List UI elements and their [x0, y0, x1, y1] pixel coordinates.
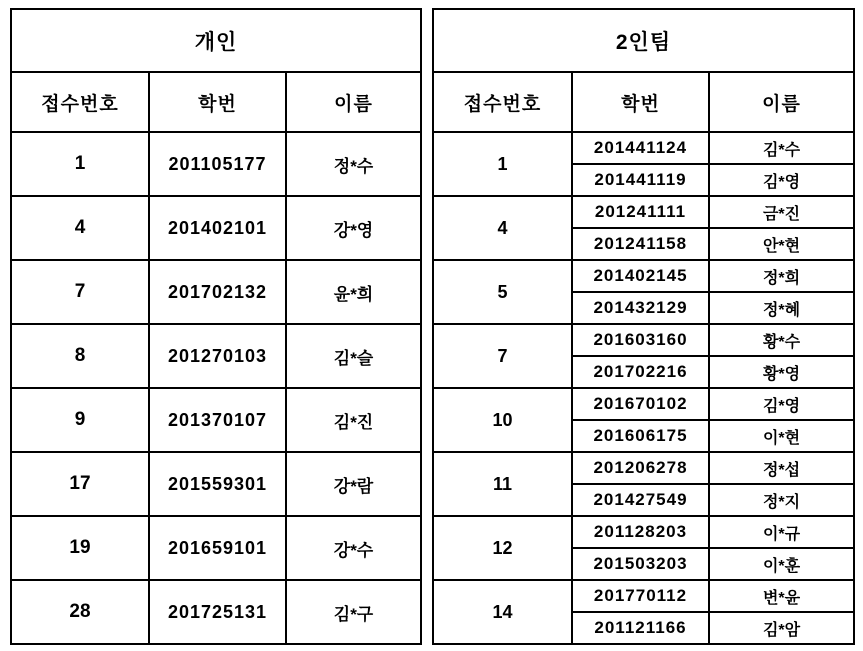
name-cell: 김*수	[709, 132, 854, 164]
receipt-number-cell: 1	[433, 132, 572, 196]
name-cell: 이*규	[709, 516, 854, 548]
student-id-cell: 201105177	[149, 132, 286, 196]
table-row	[11, 452, 421, 516]
title-row	[433, 9, 854, 72]
student-id-cell: 201606175	[572, 420, 709, 452]
name-cell: 정*섭	[709, 452, 854, 484]
name-cell: 김*영	[709, 388, 854, 420]
individual-table-title: 개인	[11, 9, 421, 72]
team-table-title: 2인팀	[433, 9, 854, 72]
name-cell: 이*현	[709, 420, 854, 452]
student-id-cell: 201241158	[572, 228, 709, 260]
header-row	[11, 72, 421, 132]
receipt-number-cell: 9	[11, 388, 149, 452]
column-header-student-id: 학번	[149, 72, 286, 132]
receipt-number-cell: 28	[11, 580, 149, 644]
name-cell: 정*지	[709, 484, 854, 516]
receipt-number-cell: 11	[433, 452, 572, 516]
student-id-cell: 201121166	[572, 612, 709, 644]
column-header-receipt-number: 접수번호	[433, 72, 572, 132]
name-cell: 김*암	[709, 612, 854, 644]
name-cell: 윤*희	[286, 260, 421, 324]
receipt-number-cell: 19	[11, 516, 149, 580]
table-row	[11, 196, 421, 260]
student-id-cell: 201427549	[572, 484, 709, 516]
student-id-cell: 201559301	[149, 452, 286, 516]
student-id-cell: 201702132	[149, 260, 286, 324]
student-id-cell: 201725131	[149, 580, 286, 644]
column-header-name: 이름	[709, 72, 854, 132]
table-row	[11, 388, 421, 452]
student-id-cell: 201128203	[572, 516, 709, 548]
name-cell: 김*영	[709, 164, 854, 196]
team-row	[433, 580, 854, 612]
team-row	[433, 132, 854, 164]
student-id-cell: 201441119	[572, 164, 709, 196]
student-id-cell: 201659101	[149, 516, 286, 580]
name-cell: 강*람	[286, 452, 421, 516]
student-id-cell: 201441124	[572, 132, 709, 164]
header-row	[433, 72, 854, 132]
student-id-cell: 201270103	[149, 324, 286, 388]
team-row	[433, 260, 854, 292]
table-row	[11, 132, 421, 196]
name-cell: 안*현	[709, 228, 854, 260]
student-id-cell: 201770112	[572, 580, 709, 612]
name-cell: 이*훈	[709, 548, 854, 580]
team-row	[433, 196, 854, 228]
name-cell: 김*진	[286, 388, 421, 452]
name-cell: 정*수	[286, 132, 421, 196]
name-cell: 김*구	[286, 580, 421, 644]
name-cell: 금*진	[709, 196, 854, 228]
receipt-number-cell: 7	[11, 260, 149, 324]
title-row	[11, 9, 421, 72]
receipt-number-cell: 14	[433, 580, 572, 644]
receipt-number-cell: 1	[11, 132, 149, 196]
student-id-cell: 201670102	[572, 388, 709, 420]
student-id-cell: 201432129	[572, 292, 709, 324]
student-id-cell: 201503203	[572, 548, 709, 580]
table-row	[11, 260, 421, 324]
table-row	[11, 516, 421, 580]
receipt-number-cell: 5	[433, 260, 572, 324]
student-id-cell: 201370107	[149, 388, 286, 452]
student-id-cell: 201241111	[572, 196, 709, 228]
team-table	[432, 8, 855, 645]
team-row	[433, 388, 854, 420]
student-id-cell: 201206278	[572, 452, 709, 484]
receipt-number-cell: 17	[11, 452, 149, 516]
team-row	[433, 516, 854, 548]
receipt-number-cell: 12	[433, 516, 572, 580]
table-row	[11, 580, 421, 644]
name-cell: 황*수	[709, 324, 854, 356]
name-cell: 강*영	[286, 196, 421, 260]
name-cell: 김*슬	[286, 324, 421, 388]
name-cell: 변*윤	[709, 580, 854, 612]
receipt-number-cell: 4	[433, 196, 572, 260]
receipt-number-cell: 10	[433, 388, 572, 452]
team-row	[433, 452, 854, 484]
receipt-number-cell: 7	[433, 324, 572, 388]
name-cell: 황*영	[709, 356, 854, 388]
name-cell: 정*혜	[709, 292, 854, 324]
receipt-number-cell: 4	[11, 196, 149, 260]
student-id-cell: 201603160	[572, 324, 709, 356]
individual-table	[10, 8, 422, 645]
student-id-cell: 201702216	[572, 356, 709, 388]
team-row	[433, 324, 854, 356]
receipt-number-cell: 8	[11, 324, 149, 388]
name-cell: 강*수	[286, 516, 421, 580]
name-cell: 정*희	[709, 260, 854, 292]
student-id-cell: 201402145	[572, 260, 709, 292]
table-row	[11, 324, 421, 388]
column-header-student-id: 학번	[572, 72, 709, 132]
column-header-name: 이름	[286, 72, 421, 132]
column-header-receipt-number: 접수번호	[11, 72, 149, 132]
student-id-cell: 201402101	[149, 196, 286, 260]
